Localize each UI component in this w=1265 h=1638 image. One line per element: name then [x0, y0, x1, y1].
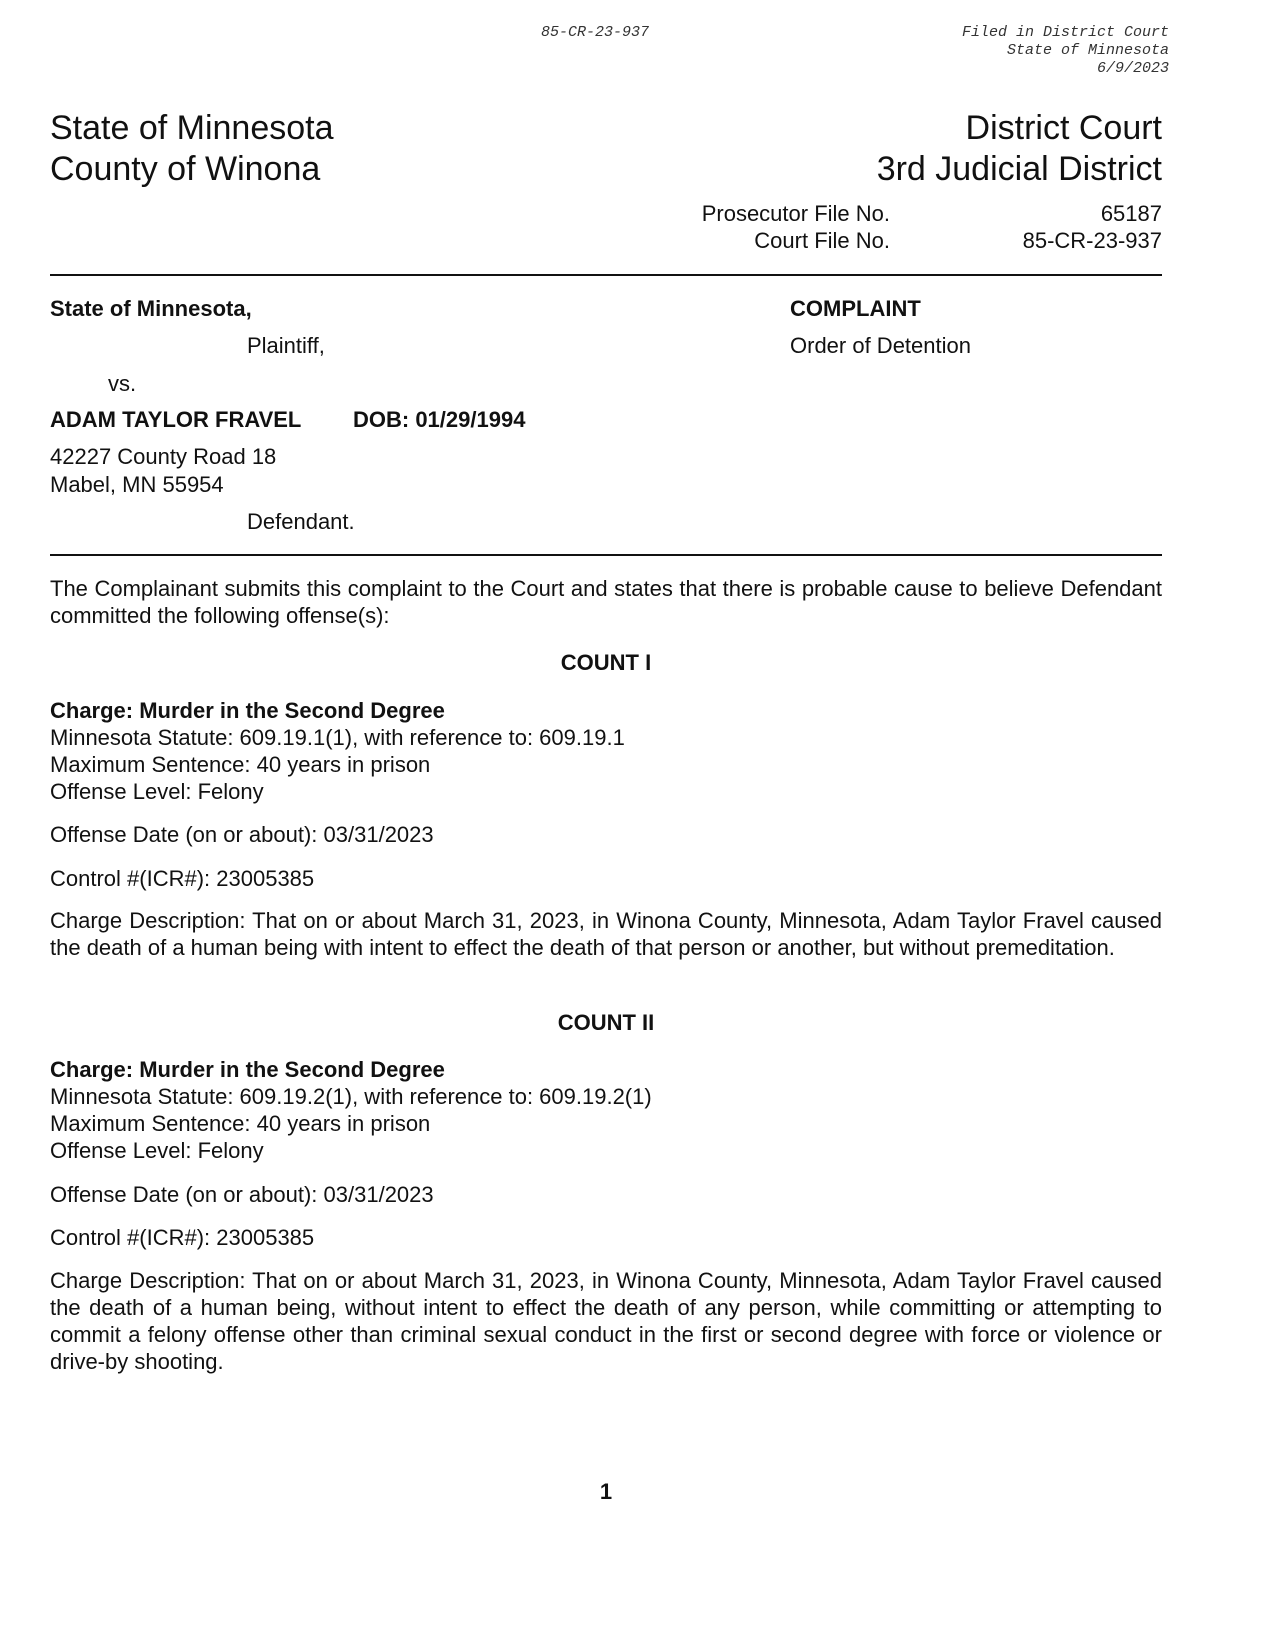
- intro-paragraph: The Complainant submits this complaint to the Court and states that there is probable cause to believe Defendant committed the following offense(s):: [50, 576, 1162, 628]
- plaintiff-name: State of Minnesota,: [50, 296, 252, 321]
- count-2-max-sentence: Maximum Sentence: 40 years in prison: [50, 1111, 431, 1136]
- court-file-label: Court File No.: [754, 228, 890, 253]
- count-1-statute: Minnesota Statute: 609.19.1(1), with reference to: 609.19.1: [50, 725, 625, 750]
- count-1-offense-date: Offense Date (on or about): 03/31/2023: [50, 822, 434, 847]
- document-subtype: Order of Detention: [790, 333, 971, 358]
- count-1-max-sentence: Maximum Sentence: 40 years in prison: [50, 752, 431, 777]
- count-1-control: Control #(ICR#): 23005385: [50, 866, 315, 891]
- count-2-statute: Minnesota Statute: 609.19.2(1), with reference to: 609.19.2(1): [50, 1084, 652, 1109]
- plaintiff-role: Plaintiff,: [247, 333, 325, 358]
- court-file-value: 85-CR-23-937: [1022, 228, 1162, 253]
- county-title: County of Winona: [50, 150, 321, 188]
- defendant-role: Defendant.: [247, 509, 355, 534]
- count-2-charge: Charge: Murder in the Second Degree: [50, 1057, 445, 1082]
- count-2-level: Offense Level: Felony: [50, 1138, 264, 1163]
- filing-stamp-line1: Filed in District Court: [961, 24, 1169, 41]
- court-title: District Court: [965, 109, 1162, 147]
- state-title: State of Minnesota: [50, 109, 334, 147]
- versus: vs.: [108, 371, 137, 396]
- address-line2: Mabel, MN 55954: [50, 472, 224, 497]
- count-2-description: Charge Description: That on or about March 31, 2023, in Winona County, Minnesota, Adam Taylor Fravel caused the death of a human being, without intent to effect the death of any person, while committing or attempting to commit a felony offense other than criminal sexual conduct in the first or second degree with force or violence or drive-by shooting.: [50, 1268, 1162, 1374]
- district-title: 3rd Judicial District: [876, 150, 1162, 188]
- count-1-charge: Charge: Murder in the Second Degree: [50, 698, 445, 723]
- divider: [50, 274, 1162, 276]
- divider: [50, 554, 1162, 556]
- page-number: 1: [599, 1479, 613, 1504]
- address-line1: 42227 County Road 18: [50, 444, 277, 469]
- filing-stamp-line2: State of Minnesota: [1006, 42, 1169, 59]
- count-1-title: COUNT I: [560, 650, 652, 675]
- count-2-control: Control #(ICR#): 23005385: [50, 1225, 315, 1250]
- count-1-level: Offense Level: Felony: [50, 779, 264, 804]
- defendant-name: ADAM TAYLOR FRAVEL: [50, 407, 302, 432]
- count-2-title: COUNT II: [557, 1010, 655, 1035]
- filing-stamp: [962, 24, 1169, 78]
- document-type: COMPLAINT: [790, 296, 921, 321]
- case-number-stamp: 85-CR-23-937: [541, 24, 650, 41]
- count-1-description: Charge Description: That on or about March 31, 2023, in Winona County, Minnesota, Adam Taylor Fravel caused the death of a human being with intent to effect the death of that person or another, but without premeditation.: [50, 908, 1162, 960]
- filing-stamp-date: 6/9/2023: [1096, 60, 1169, 77]
- defendant-dob: DOB: 01/29/1994: [353, 407, 526, 432]
- prosecutor-file-label: Prosecutor File No.: [701, 201, 890, 226]
- count-2-offense-date: Offense Date (on or about): 03/31/2023: [50, 1182, 434, 1207]
- prosecutor-file-value: 65187: [1100, 201, 1162, 226]
